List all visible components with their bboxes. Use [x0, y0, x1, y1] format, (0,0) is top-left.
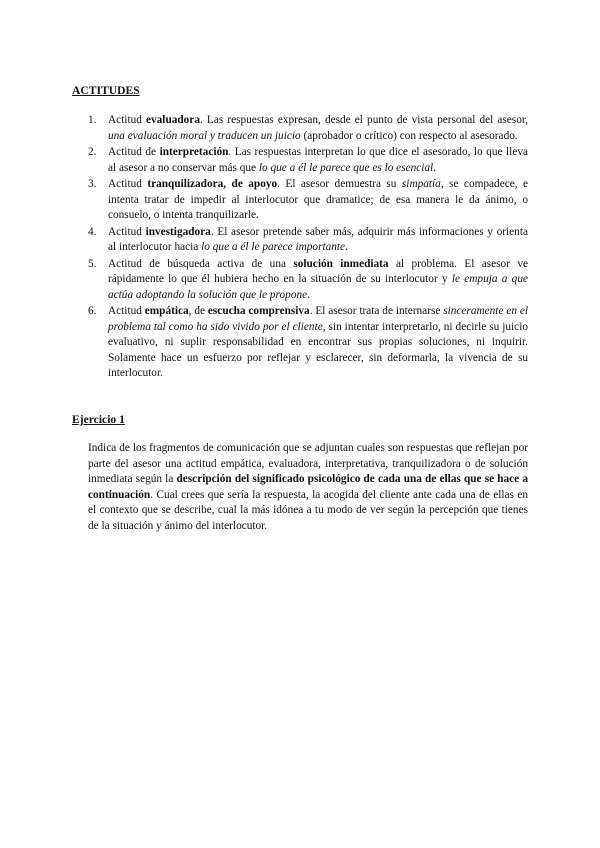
- item-bold-term: evaluadora: [146, 114, 200, 126]
- list-item: [88, 177, 528, 224]
- item-text: Actitud de: [108, 146, 160, 158]
- item-text: Actitud: [108, 114, 146, 126]
- item-bold-term: empática: [144, 305, 189, 317]
- item-italic-text: le empuja a que actúa adoptando la solución que le propone: [108, 273, 528, 301]
- list-item: [88, 225, 528, 256]
- exercise-bold-text: descripción del significado psicológico de cada una de ellas que se hace a continuación: [88, 473, 528, 501]
- exercise-paragraph: [88, 441, 528, 534]
- item-text: al problema. El asesor ve rápidamente lo que él hubiera hecho en la situación de su interlocutor y: [108, 257, 528, 285]
- exercise-text: Indica de los fragmentos de comunicación que se adjuntan cuales son respuestas que reflejan por parte del asesor una actitud empática, evaluadora, interpretativa, tranquilizadora o de solución inmediata según la: [88, 442, 528, 485]
- item-italic-text: sinceramente en el problema tal como ha sido vivido por el cliente: [108, 305, 528, 333]
- item-italic-text: simpatía: [401, 178, 441, 190]
- list-number: 4.: [88, 225, 97, 238]
- item-text: (aprobador o crítico) con respecto al asesorado.: [300, 129, 518, 142]
- item-text: Actitud: [108, 178, 148, 190]
- item-text: , sin intentar interpretarlo, ni decirle su juicio evaluativo, ni suplir responsabilidad en encontrar sus propias soluciones, ni inquirir. Solamente hace un esfuerzo por reflejar y esclarecer, sin deformarla, la vivencia de su interlocutor.: [108, 320, 528, 379]
- item-text: . El asesor pretende saber más, adquirir más informaciones y orienta al interlocutor hacia: [108, 225, 528, 253]
- item-text: . Las respuestas interpretan lo que dice el asesorado, lo que lleva al asesor a no conservar más que: [108, 146, 528, 174]
- item-text: , se compadece, e intenta tratar de impedir al interlocutor que dramatice; de esa manera le da ánimo, o consuelo, o intenta tranquilizarle.: [108, 178, 529, 221]
- item-text: , de: [188, 305, 208, 317]
- item-text: .: [345, 241, 348, 253]
- item-text: . El asesor trata de internarse: [309, 305, 444, 317]
- list-item: [88, 145, 528, 176]
- section-heading-ejercicio: Ejercicio 1: [72, 413, 125, 426]
- item-text: . Las respuestas expresan, desde el punto de vista personal del asesor,: [199, 114, 528, 126]
- list-number: 3.: [88, 178, 97, 190]
- section-heading-actitudes: ACTITUDES: [72, 84, 140, 97]
- item-text: Actitud: [108, 305, 145, 317]
- item-bold-term: investigadora: [145, 225, 211, 238]
- item-italic-text: una evaluación moral y traducen un juicio: [108, 129, 301, 142]
- item-text: Actitud: [108, 225, 146, 238]
- item-bold-term: solución inmediata: [293, 257, 389, 270]
- attitudes-list: [88, 113, 528, 383]
- item-text: . El asesor demuestra su: [277, 178, 402, 190]
- list-number: 5.: [88, 257, 97, 270]
- item-bold-term: escucha comprensiva: [207, 305, 310, 317]
- list-item: [88, 113, 528, 144]
- item-bold-term: tranquilizadora, de apoyo: [147, 178, 278, 190]
- item-bold-term: interpretación: [159, 146, 229, 158]
- list-item: [88, 257, 528, 304]
- item-text: .: [307, 288, 310, 301]
- list-number: 1.: [88, 114, 97, 126]
- list-item: [88, 304, 528, 382]
- exercise-text: . Cual crees que sería la respuesta, la acogida del cliente ante cada una de ellas en el contexto que se describe, cual la más idónea a tu modo de ver según la percepción que tienes de la situación y ánimo del interlocutor.: [88, 488, 528, 532]
- list-number: 2.: [88, 146, 97, 158]
- item-italic-text: lo que a él le parece importante: [201, 241, 346, 253]
- list-number: 6.: [88, 305, 97, 317]
- item-text: .: [433, 161, 437, 174]
- item-text: Actitud de búsqueda activa de una: [108, 257, 294, 270]
- item-italic-text: lo que a él le parece que es lo esencial: [258, 161, 434, 174]
